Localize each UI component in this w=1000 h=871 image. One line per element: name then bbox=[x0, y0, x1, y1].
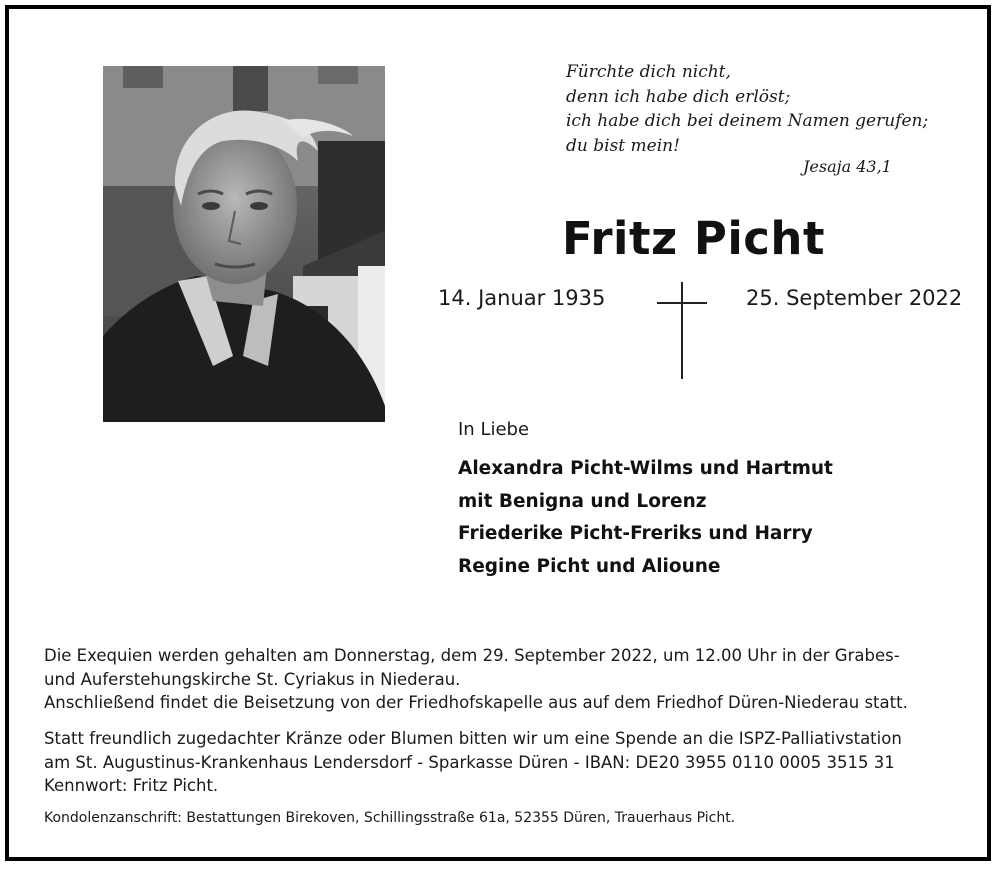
service-line: Anschließend findet die Beisetzung von der Friedhofskapelle aus auf dem Friedhof Düren-Niederau statt. bbox=[44, 693, 908, 712]
service-line: und Auferstehungskirche St. Cyriakus in Niederau. bbox=[44, 669, 461, 689]
verse-line: denn ich habe dich erlöst; bbox=[566, 86, 791, 107]
mourners-list bbox=[458, 453, 833, 583]
mourner-name: Regine Picht und Alioune bbox=[458, 555, 721, 577]
mourner-name: mit Benigna und Lorenz bbox=[458, 490, 707, 512]
cross-horizontal-bar bbox=[657, 302, 707, 304]
verse-line: ich habe dich bei deinem Namen gerufen; bbox=[566, 111, 929, 131]
donation-line: am St. Augustinus-Krankenhaus Lendersdorf - Sparkasse Düren - IBAN: DE20 3955 0110 0005 3515 31 bbox=[44, 752, 895, 772]
donation-line: Statt freundlich zugedachter Kränze oder Blumen bitten wir um eine Spende an die ISPZ-Palliativstation bbox=[44, 729, 902, 748]
donation-line: Kennwort: Fritz Picht. bbox=[44, 776, 219, 795]
verse-line: Fürchte dich nicht, bbox=[566, 62, 731, 82]
mourner-name: Alexandra Picht-Wilms und Hartmut bbox=[458, 458, 833, 479]
bible-verse bbox=[566, 60, 928, 158]
donation-info bbox=[44, 727, 902, 798]
deceased-name: Fritz Picht bbox=[562, 212, 825, 265]
portrait-photo bbox=[103, 66, 385, 422]
death-date: 25. September 2022 bbox=[746, 286, 963, 310]
birth-date: 14. Januar 1935 bbox=[438, 286, 606, 310]
cross-vertical-bar bbox=[681, 282, 683, 379]
mourner-name: Friederike Picht-Freriks und Harry bbox=[458, 523, 813, 544]
mourners-intro: In Liebe bbox=[458, 419, 530, 440]
condolence-address: Kondolenzanschrift: Bestattungen Birekoven, Schillingsstraße 61a, 52355 Düren, Trauerhaus Picht. bbox=[44, 810, 736, 826]
verse-line: du bist mein! bbox=[566, 135, 680, 156]
service-info bbox=[44, 644, 908, 715]
verse-reference: Jesaja 43,1 bbox=[803, 157, 892, 176]
service-line: Die Exequien werden gehalten am Donnerstag, dem 29. September 2022, um 12.00 Uhr in der Grabes- bbox=[44, 646, 900, 665]
